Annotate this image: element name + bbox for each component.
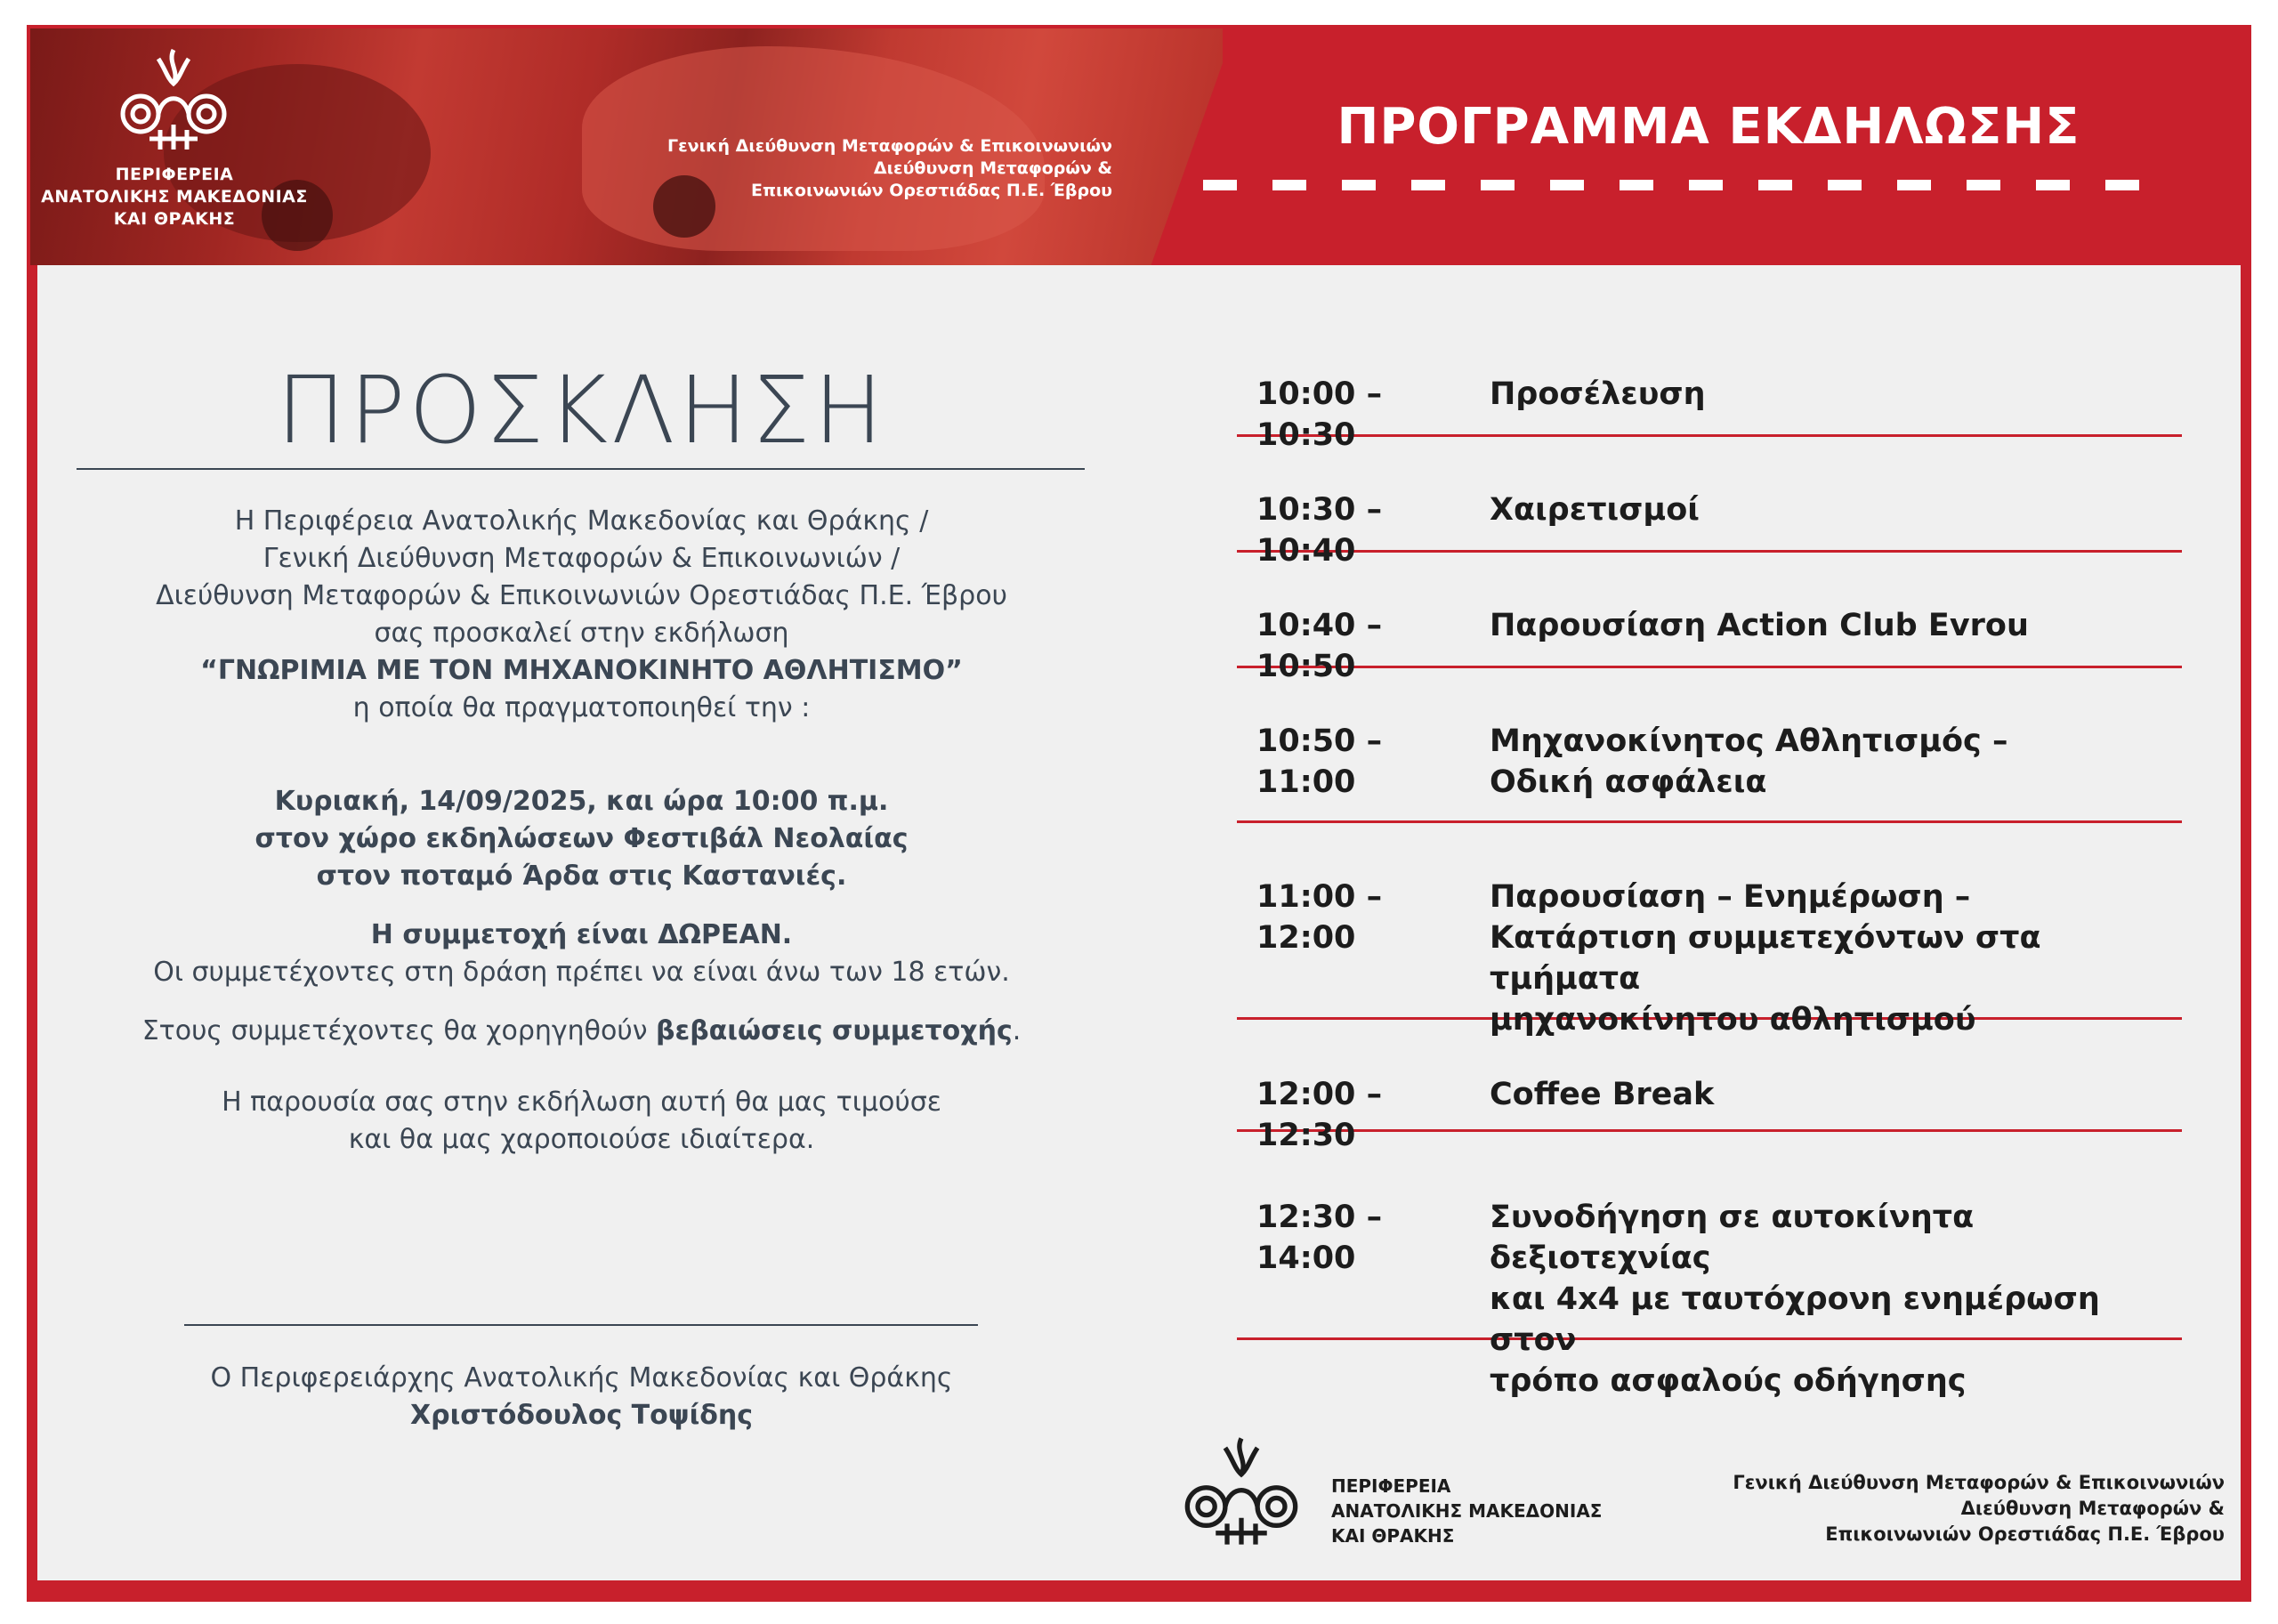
dashed-divider [1203, 180, 2160, 190]
header-logo-line-3: ΚΑΙ ΘΡΑΚΗΣ [113, 209, 236, 229]
schedule-row [1237, 721, 2182, 823]
activity-line: Μηχανοκίνητος Αθλητισμός – [1490, 723, 2008, 759]
closing-text [77, 1084, 1086, 1159]
activity-line: Coffee Break [1490, 1077, 1715, 1112]
footer-logo-line-2: ΑΝΑΤΟΛΙΚΗΣ ΜΑΚΕΔΟΝΙΑΣ [1331, 1500, 1603, 1522]
schedule-activity [1490, 605, 2184, 646]
header-dept-line-1: Γενική Διεύθυνση Μεταφορών & Επικοινωνιών [666, 136, 1112, 156]
region-logo-icon [1175, 1433, 1308, 1550]
schedule-row [1237, 1074, 2182, 1153]
schedule-row [1237, 605, 2182, 684]
header-dept-line-2: Διεύθυνση Μεταφορών & [873, 158, 1112, 178]
intro-line: σας προσκαλεί στην εκδήλωση [374, 618, 789, 649]
signature-block [77, 1360, 1086, 1434]
invitation-title: ΠΡΟΣΚΛΗΣΗ [276, 356, 887, 465]
activity-line: και 4x4 με ταυτόχρονη ενημέρωση στον [1490, 1281, 2100, 1358]
schedule-time: 11:00 – 12:00 [1256, 879, 1383, 956]
activity-line: Προσέλευση [1490, 376, 1706, 412]
intro-line: η οποία θα πραγματοποιηθεί την : [352, 692, 811, 723]
age-requirement-text: Οι συμμετέχοντες στη δράση πρέπει να είναι άνω των 18 ετών. [153, 957, 1010, 988]
footer-logo-text [1331, 1474, 1602, 1548]
region-logo-icon [114, 44, 233, 155]
where-line: στον χώρο εκδηλώσεων Φεστιβάλ Νεολαίας [254, 823, 909, 854]
schedule-activity [1490, 721, 2184, 803]
schedule-activity [1490, 489, 2184, 530]
certificate-prefix: Στους συμμετέχοντες θα χορηγηθούν [141, 1015, 657, 1046]
certificate-bold: βεβαιώσεις συμμετοχής [656, 1015, 1013, 1046]
certificate-suffix: . [1012, 1015, 1022, 1046]
footer-logo-line-1: ΠΕΡΙΦΕΡΕΙΑ [1331, 1475, 1451, 1497]
schedule-activity [1490, 877, 2184, 1040]
schedule-row [1237, 489, 2182, 569]
header-logo-line-2: ΑΝΑΤΟΛΙΚΗΣ ΜΑΚΕΔΟΝΙΑΣ [41, 187, 308, 206]
activity-line: τρόπο ασφαλούς οδήγησης [1490, 1363, 1967, 1399]
program-title: ΠΡΟΓΡΑΜΜΑ ΕΚΔΗΛΩΣΗΣ [1337, 98, 2080, 156]
event-name: “ΓΝΩΡΙΜΙΑ ΜΕ ΤΟΝ ΜΗΧΑΝΟΚΙΝΗΤΟ ΑΘΛΗΤΙΣΜΟ” [200, 655, 963, 686]
schedule-activity [1490, 1074, 2184, 1115]
title-underline [77, 468, 1085, 470]
participation-info [77, 917, 1086, 991]
event-when-where [77, 783, 1086, 895]
signature-rule [184, 1324, 978, 1326]
header-logo-line-1: ΠΕΡΙΦΕΡΕΙΑ [115, 165, 234, 184]
closing-line: και θα μας χαροποιούσε ιδιαίτερα. [348, 1124, 815, 1155]
footer-dept-line-3: Επικοινωνιών Ορεστιάδας Π.Ε. Έβρου [1825, 1523, 2225, 1545]
when-line: Κυριακή, 14/09/2025, και ώρα 10:00 π.μ. [274, 786, 889, 817]
activity-line: μηχανοκίνητου αθλητισμού [1490, 1002, 1976, 1038]
activity-line: Παρουσίαση Action Club Evrou [1490, 608, 2029, 643]
signature-name: Χριστόδουλος Τοψίδης [409, 1400, 754, 1431]
free-entry-text: Η συμμετοχή είναι ΔΩΡΕΑΝ. [370, 919, 793, 950]
intro-line: Διεύθυνση Μεταφορών & Επικοινωνιών Ορεστιάδας Π.Ε. Έβρου [156, 580, 1007, 611]
activity-line: Οδική ασφάλεια [1490, 764, 1767, 800]
activity-line: Κατάρτιση συμμετεχόντων στα τμήματα [1490, 920, 2041, 997]
where-line: στον ποταμό Άρδα στις Καστανιές. [316, 860, 847, 892]
certificate-info [77, 1013, 1086, 1050]
schedule-row [1237, 1197, 2182, 1399]
invitation-intro [77, 503, 1086, 727]
intro-line: Γενική Διεύθυνση Μεταφορών & Επικοινωνιών / [263, 543, 901, 574]
schedule-time: 10:40 – 10:50 [1256, 608, 1383, 684]
intro-line: Η Περιφέρεια Ανατολικής Μακεδονίας και Θράκης / [234, 505, 929, 537]
footer-dept-line-2: Διεύθυνση Μεταφορών & [1960, 1498, 2225, 1519]
footer-dept-text [1655, 1470, 2225, 1547]
schedule-time: 10:30 – 10:40 [1256, 492, 1383, 569]
closing-line: Η παρουσία σας στην εκδήλωση αυτή θα μας τιμούσε [222, 1087, 941, 1118]
schedule-time: 12:30 – 14:00 [1256, 1200, 1383, 1276]
footer-dept-line-1: Γενική Διεύθυνση Μεταφορών & Επικοινωνιών [1733, 1472, 2225, 1493]
schedule-row [1237, 374, 2182, 453]
activity-line: Παρουσίαση – Ενημέρωση – [1490, 879, 1971, 915]
activity-line: Χαιρετισμοί [1490, 492, 1700, 528]
schedule-activity [1490, 1197, 2184, 1402]
activity-line: Συνοδήγηση σε αυτοκίνητα δεξιοτεχνίας [1490, 1200, 1975, 1276]
schedule-time: 12:00 – 12:30 [1256, 1077, 1383, 1153]
header-dept-line-3: Επικοινωνιών Ορεστιάδας Π.Ε. Έβρου [750, 181, 1112, 200]
schedule-time: 10:00 – 10:30 [1256, 376, 1383, 453]
schedule-activity [1490, 374, 2184, 415]
schedule-row [1237, 877, 2182, 1038]
signature-title: Ο Περιφερειάρχης Ανατολικής Μακεδονίας και Θράκης [210, 1362, 953, 1394]
schedule-time: 10:50 – 11:00 [1256, 723, 1383, 800]
footer-logo-line-3: ΚΑΙ ΘΡΑΚΗΣ [1331, 1525, 1455, 1547]
